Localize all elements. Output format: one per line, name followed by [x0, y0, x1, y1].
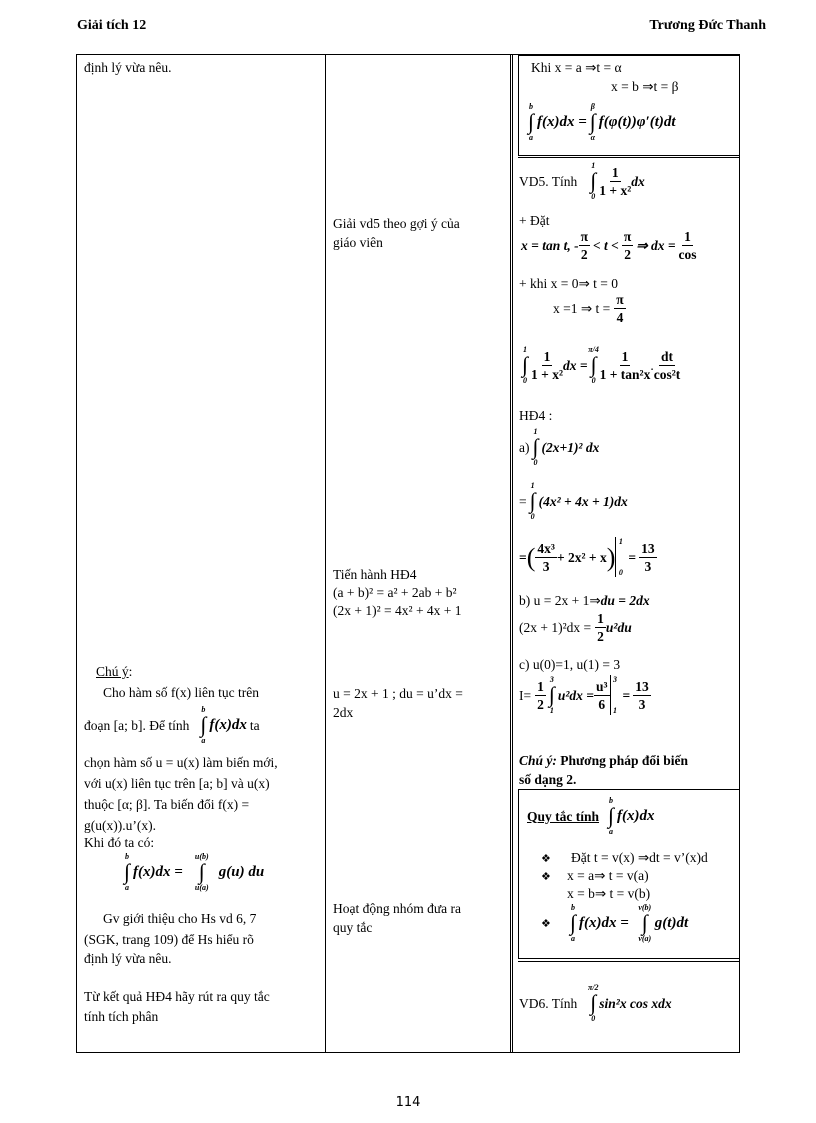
rule-title-text: Quy tắc tính	[527, 808, 600, 824]
activity-1-line-1: Giải vd5 theo gợi ý của	[333, 216, 460, 231]
activity-2-line-1: Tiến hành HĐ4	[333, 567, 417, 582]
task-line-2: tính tích phân	[84, 1009, 159, 1024]
denominator: 1 + x²	[531, 366, 563, 382]
integral-sign: b ∫ a	[525, 102, 537, 142]
b-line-1-post: du = 2dx	[600, 593, 650, 608]
numerator: 1	[537, 678, 544, 694]
sub-arrow: ⇒ dx =	[636, 238, 676, 253]
int-lower: v(a)	[638, 934, 652, 943]
theorem-line-2: x = b ⇒t = β	[611, 79, 679, 94]
dx: dx	[631, 173, 645, 189]
denominator: 4	[616, 310, 624, 325]
rule-step-2	[541, 867, 649, 885]
int-upper: b	[125, 852, 129, 861]
a-body: (2x+1)² dx	[541, 439, 600, 455]
vd5-heading	[519, 161, 645, 201]
int-upper: v(b)	[638, 903, 652, 912]
denominator: cos	[678, 247, 697, 262]
fraction	[599, 164, 631, 199]
vd6-heading	[519, 983, 672, 1023]
khi-line-2-text: x =1 ⇒ t =	[553, 301, 611, 316]
int-lower: a	[529, 133, 533, 142]
fraction	[535, 678, 546, 713]
fraction	[614, 291, 625, 326]
note-line-2-post: ta	[249, 717, 260, 733]
b-line-2-pre: (2x + 1)²dx =	[519, 620, 592, 635]
int-lower: a	[201, 736, 206, 745]
method-note-line-2: số dạng 2.	[519, 772, 577, 787]
formula-left: f(x)dx =	[537, 113, 587, 130]
note-colon: :	[128, 664, 133, 679]
note-title-text: Chú ý	[96, 664, 129, 679]
int-upper: 1	[523, 345, 527, 354]
denominator: 3	[638, 696, 646, 712]
sub-x: x = tan t, -	[521, 238, 579, 253]
method-note-text: Phương pháp đổi biến	[560, 753, 689, 768]
fraction	[599, 348, 654, 383]
vd6-body: sin²x cos xdx	[599, 995, 672, 1011]
rule-step-1	[541, 849, 708, 867]
int-lower: 0	[591, 376, 596, 385]
int-lower: 0	[591, 192, 596, 201]
denominator: 1 + x²	[599, 182, 632, 198]
bullet-icon: ❖	[541, 916, 551, 930]
bullet-icon: ❖	[541, 852, 551, 865]
integral-sign: 1 ∫ 0	[587, 161, 599, 201]
activity-2-line-3: (2x + 1)² = 4x² + 4x + 1	[333, 603, 462, 618]
lesson-table	[76, 54, 740, 1053]
substitution-line	[521, 228, 697, 263]
rule-step-3-right: g(t)dt	[654, 914, 689, 931]
header-author: Trương Đức Thanh	[649, 18, 766, 33]
rule-step-2-line-1: x = a⇒ t = v(a)	[567, 868, 649, 883]
integral-body: f(x)dx	[209, 716, 247, 733]
fraction	[594, 678, 610, 713]
evaluation-bar	[615, 537, 625, 577]
activity-1-line-2: giáo viên	[333, 235, 383, 250]
hd4-label: HĐ4 :	[519, 408, 553, 423]
numerator: 4x³	[537, 540, 555, 556]
hd4-c-line-1: c) u(0)=1, u(1) = 3	[519, 657, 621, 672]
rule-step-3	[541, 903, 688, 943]
hd4-b-line-1	[519, 592, 650, 609]
numerator: u³	[595, 678, 608, 694]
note-line-6: g(u(x)).u’(x).	[84, 818, 156, 833]
integral-sign: b ∫ a	[567, 903, 579, 943]
integral-sign: b ∫ a	[605, 796, 617, 836]
rule-step-2-line-2: x = b⇒ t = v(b)	[567, 886, 651, 901]
hd4-a-line-1	[519, 427, 599, 467]
note-line-5: thuộc [α; β]. Ta biến đổi f(x) =	[84, 797, 250, 812]
int-upper: b	[571, 903, 575, 912]
integral-sign: v(b) ∫ v(a)	[635, 903, 655, 943]
activity-4-line-2: quy tắc	[333, 920, 373, 935]
denominator: 2	[597, 629, 604, 644]
header-subject: Giải tích 12	[77, 18, 147, 33]
numerator: 13	[635, 678, 649, 694]
example-line-1: Gv giới thiệu cho Hs vd 6, 7	[103, 911, 257, 926]
numerator: 13	[641, 540, 655, 556]
int-lower: u(a)	[194, 883, 209, 892]
note-title	[96, 663, 132, 680]
integral-sign: π/2 ∫ 0	[587, 983, 599, 1023]
dot: .	[650, 357, 654, 373]
numerator: 1	[543, 348, 551, 364]
example-line-3: định lý vừa nêu.	[84, 951, 172, 966]
khi-line-2	[553, 291, 626, 326]
int-lower: 1	[549, 706, 554, 715]
numerator: π	[623, 229, 632, 244]
note-line-3: chọn hàm số u = u(x) làm biến mới,	[84, 755, 278, 770]
dat-label: + Đặt	[519, 213, 550, 228]
integral-sign: π/4 ∫ 0	[588, 345, 599, 385]
fraction	[535, 540, 557, 575]
int-lower: a	[571, 934, 575, 943]
numerator: π	[616, 292, 624, 307]
hd4-a-line-3: = ( $\frac{\text{4x³}}{3}$ + 2x² + x ) 1 0 = $\frac{13}{3}$	[519, 537, 655, 577]
note-line-7: Khi đó ta có:	[84, 835, 155, 850]
fraction	[679, 228, 697, 263]
numerator: 1	[621, 348, 629, 364]
rule-box	[518, 789, 740, 959]
activity-3-line-2: 2dx	[333, 705, 354, 720]
a-label: a)	[519, 439, 530, 455]
content-column	[513, 55, 740, 1052]
int-upper: π/4	[588, 345, 599, 354]
a2-body: (4x² + 4x + 1)dx	[538, 493, 628, 509]
integral-sign: 3 ∫ 1	[546, 675, 558, 715]
example-line-2: (SGK, trang 109) để Hs hiểu rõ	[84, 932, 254, 947]
activity-4-line-1: Hoạt động nhóm đưa ra	[333, 901, 462, 916]
vd6-label: VD6. Tính	[519, 995, 578, 1011]
integral-sign: β ∫ α	[587, 102, 599, 142]
vd5-label: VD5. Tính	[519, 173, 578, 189]
student-activity-column	[326, 55, 513, 1052]
b-line-1-pre: b) u = 2x + 1⇒	[519, 593, 601, 608]
integral-sign: 1 ∫ 0	[527, 481, 539, 521]
numerator: 1	[597, 611, 604, 626]
bullet-icon: ❖	[541, 870, 551, 883]
integral-sign: 1 ∫ 0	[519, 345, 531, 385]
substitution-formula	[121, 852, 264, 892]
formula-right: f(φ(t))φ′(t)dt	[598, 113, 676, 130]
fraction	[654, 348, 681, 383]
eval-lower: 1	[613, 706, 618, 715]
hd4-b-line-2	[519, 610, 632, 645]
rule-title	[527, 796, 655, 836]
sub-mid: < t <	[592, 238, 619, 253]
integral-sign: b ∫ a	[197, 705, 209, 745]
int-upper: 1	[533, 427, 538, 436]
dx: dx =	[563, 357, 588, 373]
int-lower: 0	[523, 376, 527, 385]
formula-left: f(x)dx =	[133, 863, 183, 880]
denominator: 2	[537, 696, 544, 712]
denominator: 6	[598, 696, 606, 712]
denominator: 2	[624, 247, 631, 262]
hd4-a-line-2	[519, 481, 628, 521]
formula-right: g(u) du	[218, 863, 265, 880]
int-lower: 0	[530, 512, 535, 521]
theorem-formula	[525, 102, 676, 142]
method-note-line-1	[519, 752, 688, 769]
int-upper: β	[590, 102, 595, 111]
int-upper: b	[529, 102, 533, 111]
numerator: π	[580, 229, 588, 244]
equals: =	[519, 549, 527, 565]
hd4-c-line-2: I= $\frac{1}{2}$ 3 ∫ 1 u²dx = $\frac{\text{u³}}{6}$ 3 1 = $\frac{13}{3}$	[519, 675, 649, 715]
int-upper: u(b)	[194, 852, 209, 861]
integral-sign: b ∫ a	[121, 852, 133, 892]
numerator: 1	[684, 229, 691, 244]
int-upper: 1	[530, 481, 535, 490]
fraction	[531, 348, 563, 383]
equals: =	[519, 493, 527, 509]
int-upper: 1	[591, 161, 596, 170]
int-lower: a	[609, 827, 614, 836]
integral-sign: 1 ∫ 0	[530, 427, 542, 467]
eval-lower: 0	[618, 568, 623, 577]
fraction	[639, 540, 657, 575]
rule-step-1-text: Đặt t = v(x) ⇒dt = v’(x)d	[571, 850, 708, 865]
activity-3-line-1: u = 2x + 1 ; du = u’dx =	[333, 686, 463, 701]
khi-line-1: + khi x = 0⇒ t = 0	[519, 276, 619, 291]
int-upper: b	[609, 796, 614, 805]
denominator: 1 + tan²x	[599, 366, 651, 382]
b-line-2-post: u²du	[605, 620, 632, 635]
int-lower: α	[590, 133, 596, 142]
denominator: 2	[580, 247, 588, 262]
note-line-1: Cho hàm số f(x) liên tục trên	[103, 685, 259, 700]
theorem-line-1: Khi x = a ⇒t = α	[531, 60, 622, 75]
theorem-box	[518, 55, 740, 156]
note-line-4: với u(x) liên tục trên [a; b] và u(x)	[84, 776, 270, 791]
vd5-equation	[519, 345, 680, 385]
eval-upper: 1	[618, 537, 623, 546]
col1-top-text: định lý vừa nêu.	[84, 60, 172, 75]
integral-sign: u(b) ∫ u(a)	[191, 852, 213, 892]
fraction	[622, 228, 633, 263]
int-lower: 0	[533, 458, 538, 467]
int-upper: π/2	[587, 983, 599, 992]
rule-int-body: f(x)dx	[617, 807, 655, 824]
a3-rest: + 2x² + x	[556, 549, 607, 565]
int-lower: 0	[591, 1014, 596, 1023]
note-line-2-pre: đoạn [a; b]. Để tính	[84, 717, 190, 733]
fraction	[633, 678, 651, 713]
c-I: I=	[519, 687, 532, 703]
note-line-2	[84, 705, 260, 745]
activity-2-line-2: (a + b)² = a² + 2ab + b²	[333, 585, 457, 600]
page-number: 114	[395, 1095, 421, 1110]
int-upper: b	[201, 705, 206, 714]
method-note-title: Chú ý:	[519, 753, 557, 768]
teacher-activity-column	[77, 55, 326, 1052]
int-lower: a	[125, 883, 129, 892]
evaluation-bar	[610, 675, 620, 715]
denominator: cos²t	[653, 366, 681, 382]
eval-upper: 3	[613, 675, 618, 684]
int-upper: 3	[549, 675, 554, 684]
divider	[518, 157, 740, 158]
c-body: u²dx =	[557, 687, 594, 703]
task-line-1: Từ kết quả HĐ4 hãy rút ra quy tắc	[84, 989, 270, 1004]
rule-step-3-left: f(x)dx =	[579, 914, 629, 931]
fraction	[595, 610, 606, 645]
divider	[518, 961, 740, 962]
numerator: dt	[660, 348, 673, 364]
fraction	[579, 228, 590, 263]
denominator: 3	[542, 558, 550, 574]
denominator: 3	[644, 558, 652, 574]
numerator: 1	[611, 164, 619, 180]
